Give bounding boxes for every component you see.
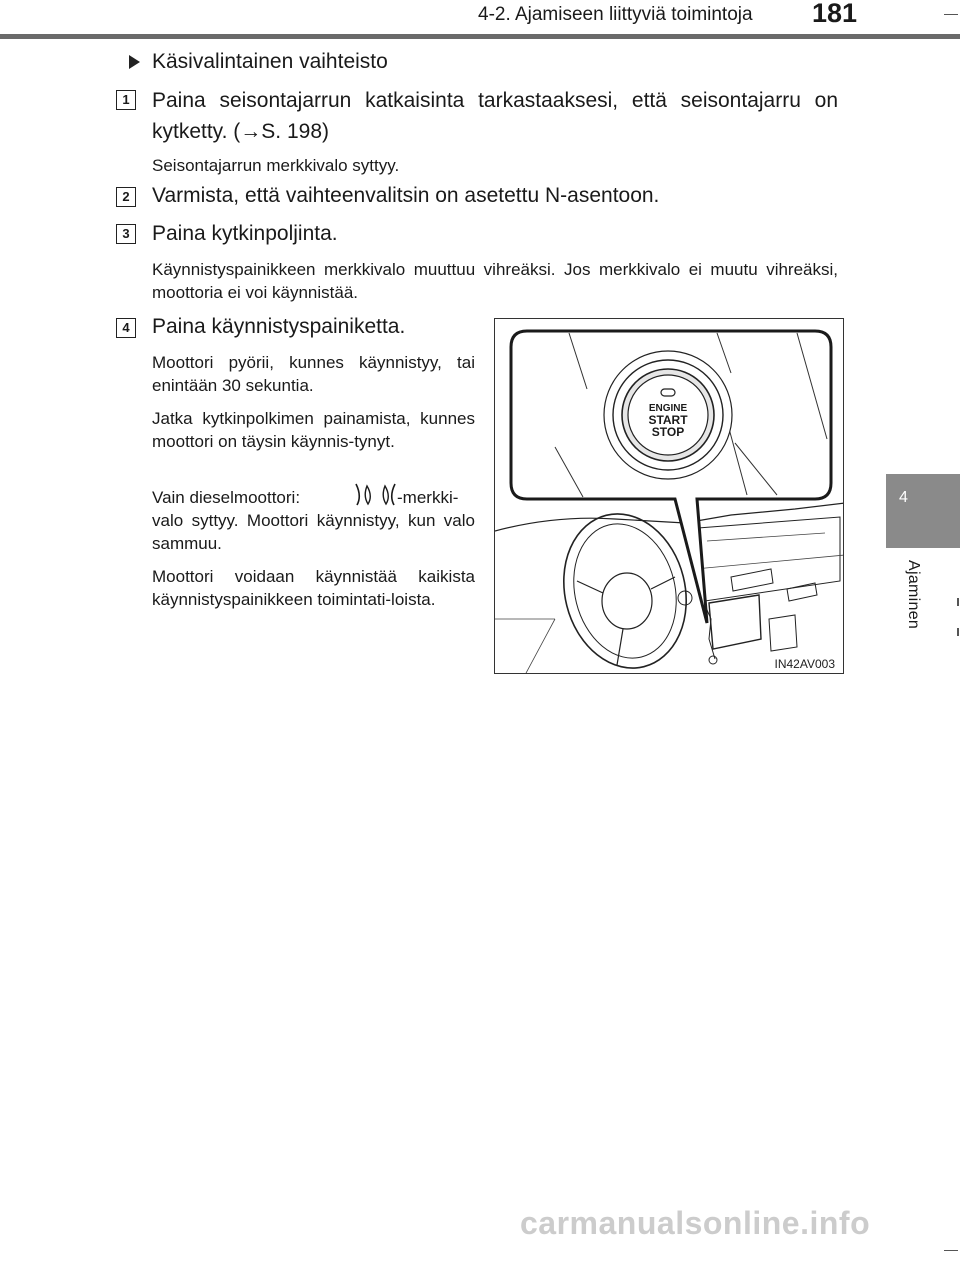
step-number-1: 1 [116, 90, 136, 110]
crop-mark [957, 628, 959, 636]
step-4-note-5: Moottori voidaan käynnistää kaikista käynnistyspainikkeen toimintati-loista. [152, 567, 475, 609]
step-4-note-3: Vain dieselmoottori: [152, 488, 301, 507]
button-label-start: START [648, 413, 688, 427]
button-label-engine: ENGINE [648, 403, 688, 414]
crop-mark [944, 14, 958, 15]
chapter-tab-number: 4 [899, 489, 908, 506]
section-title: Käsivalintainen vaihteisto [152, 50, 388, 73]
step-4-note-2: Jatka kytkinpolkimen painamista, kunnes moottori on täysin käynnis-tynyt. [152, 409, 475, 451]
watermark: carmanualsonline.info [520, 1205, 871, 1241]
engine-start-illustration [494, 318, 844, 674]
step-4-note-4: valo syttyy. Moottori käynnistyy, kun valo sammuu. [152, 511, 475, 553]
triangle-bullet-icon [129, 55, 140, 69]
chapter-tab-label: Ajaminen [905, 560, 922, 630]
step-1-note: Seisontajarrun merkkivalo syttyy. [152, 156, 400, 175]
glow-plug-indicator-icon [352, 480, 400, 508]
step-number-3: 3 [116, 224, 136, 244]
crop-mark [944, 1250, 958, 1251]
step-1-text: Paina seisontajarrun katkaisinta tarkastaaksesi, että seisontajarru on kytketty. (→S. 198) [152, 89, 838, 143]
step-4-note-1: Moottori pyörii, kunnes käynnistyy, tai enintään 30 sekuntia. [152, 353, 475, 395]
page-number: 181 [812, 0, 858, 28]
step-4-note-4-first-line: -merkki- [397, 488, 459, 507]
step-number-4: 4 [116, 318, 136, 338]
crop-mark [957, 598, 959, 606]
step-3-text: Paina kytkinpoljinta. [152, 222, 338, 245]
header-rule [0, 34, 960, 39]
chapter-tab[interactable] [886, 474, 960, 548]
step-4-text: Paina käynnistyspainiketta. [152, 315, 406, 338]
step-2-text: Varmista, että vaihteenvalitsin on asetettu N-asentoon. [152, 184, 660, 207]
dashboard-drawing [495, 319, 844, 674]
button-label-stop: STOP [651, 425, 685, 439]
step-number-2: 2 [116, 187, 136, 207]
step-3-note: Käynnistyspainikkeen merkkivalo muuttuu vihreäksi. Jos merkkivalo ei muutu vihreäksi, moottoria ei voi käynnistää. [152, 260, 838, 302]
header-section: 4-2. Ajamiseen liittyviä toimintoja [478, 4, 753, 25]
illustration-code: IN42AV003 [774, 657, 835, 671]
